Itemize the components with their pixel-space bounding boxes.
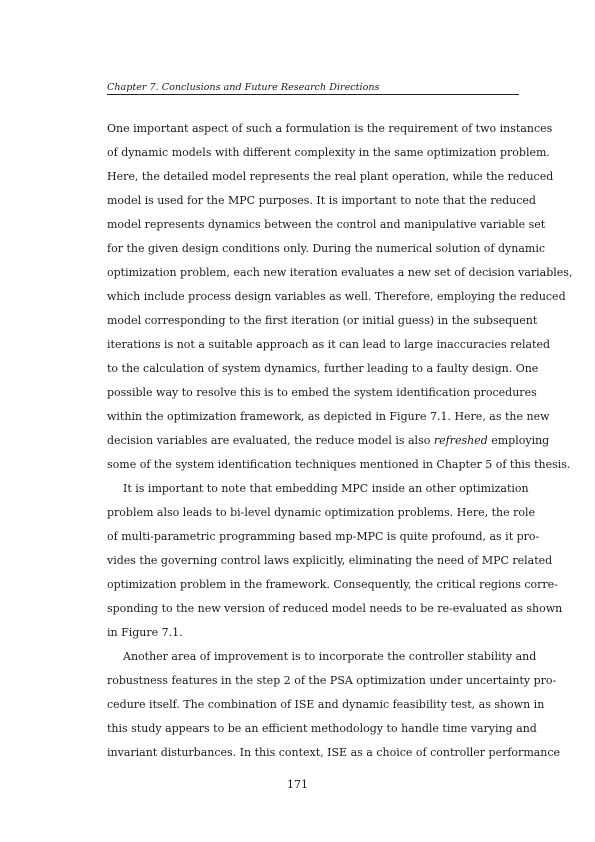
paragraph-first-line: It is important to note that embedding MPC inside an other optimization	[123, 482, 529, 495]
body-line: optimization problem in the framework. Consequently, the critical regions corre-	[107, 578, 558, 591]
page-number: 171	[287, 778, 308, 791]
body-line: iterations is not a suitable approach as it can lead to large inaccuracies related	[107, 338, 551, 351]
body-line: possible way to resolve this is to embed the system identification procedures	[107, 386, 537, 399]
body-line: this study appears to be an efficient methodology to handle time varying and	[107, 722, 537, 735]
body-line: robustness features in the step 2 of the PSA optimization under uncertainty pro-	[107, 674, 557, 687]
body-text: decision variables are evaluated, the reduce model is also	[107, 434, 434, 447]
body-line: which include process design variables as well. Therefore, employing the reduced	[107, 290, 566, 303]
body-line: vides the governing control laws explicitly, eliminating the need of MPC related	[107, 554, 553, 567]
body-line: Here, the detailed model represents the real plant operation, while the reduced	[107, 170, 554, 183]
running-header: Chapter 7. Conclusions and Future Research Directions	[107, 82, 380, 93]
body-line: of multi-parametric programming based mp-MPC is quite profound, as it pro-	[107, 530, 540, 543]
body-line: within the optimization framework, as depicted in Figure 7.1. Here, as the new	[107, 410, 550, 423]
body-line: of dynamic models with different complexity in the same optimization problem.	[107, 146, 550, 159]
paragraph-first-line: Another area of improvement is to incorporate the controller stability and	[123, 650, 537, 663]
body-line: model represents dynamics between the control and manipulative variable set	[107, 218, 546, 231]
body-line: One important aspect of such a formulation is the requirement of two instances	[107, 122, 553, 135]
body-line: model corresponding to the first iteration (or initial guess) in the subsequent	[107, 314, 538, 327]
body-line: for the given design conditions only. During the numerical solution of dynamic	[107, 242, 545, 255]
body-line: some of the system identification techniques mentioned in Chapter 5 of this thesis.	[107, 458, 571, 471]
body-text: employing	[487, 434, 550, 447]
body-line: problem also leads to bi-level dynamic optimization problems. Here, the role	[107, 506, 536, 519]
body-line: optimization problem, each new iteration evaluates a new set of decision variables,	[107, 266, 573, 279]
header-rule	[107, 94, 519, 95]
body-line: in Figure 7.1.	[107, 626, 183, 639]
body-line: invariant disturbances. In this context, ISE as a choice of controller performance	[107, 746, 561, 759]
body-line: to the calculation of system dynamics, further leading to a faulty design. One	[107, 362, 539, 375]
body-line: model is used for the MPC purposes. It is important to note that the reduced	[107, 194, 536, 207]
body-line: sponding to the new version of reduced model needs to be re-evaluated as shown	[107, 602, 563, 615]
body-line-with-emphasis	[107, 434, 550, 448]
emphasized-word: refreshed	[433, 434, 488, 447]
body-line: cedure itself. The combination of ISE and dynamic feasibility test, as shown in	[107, 698, 545, 711]
